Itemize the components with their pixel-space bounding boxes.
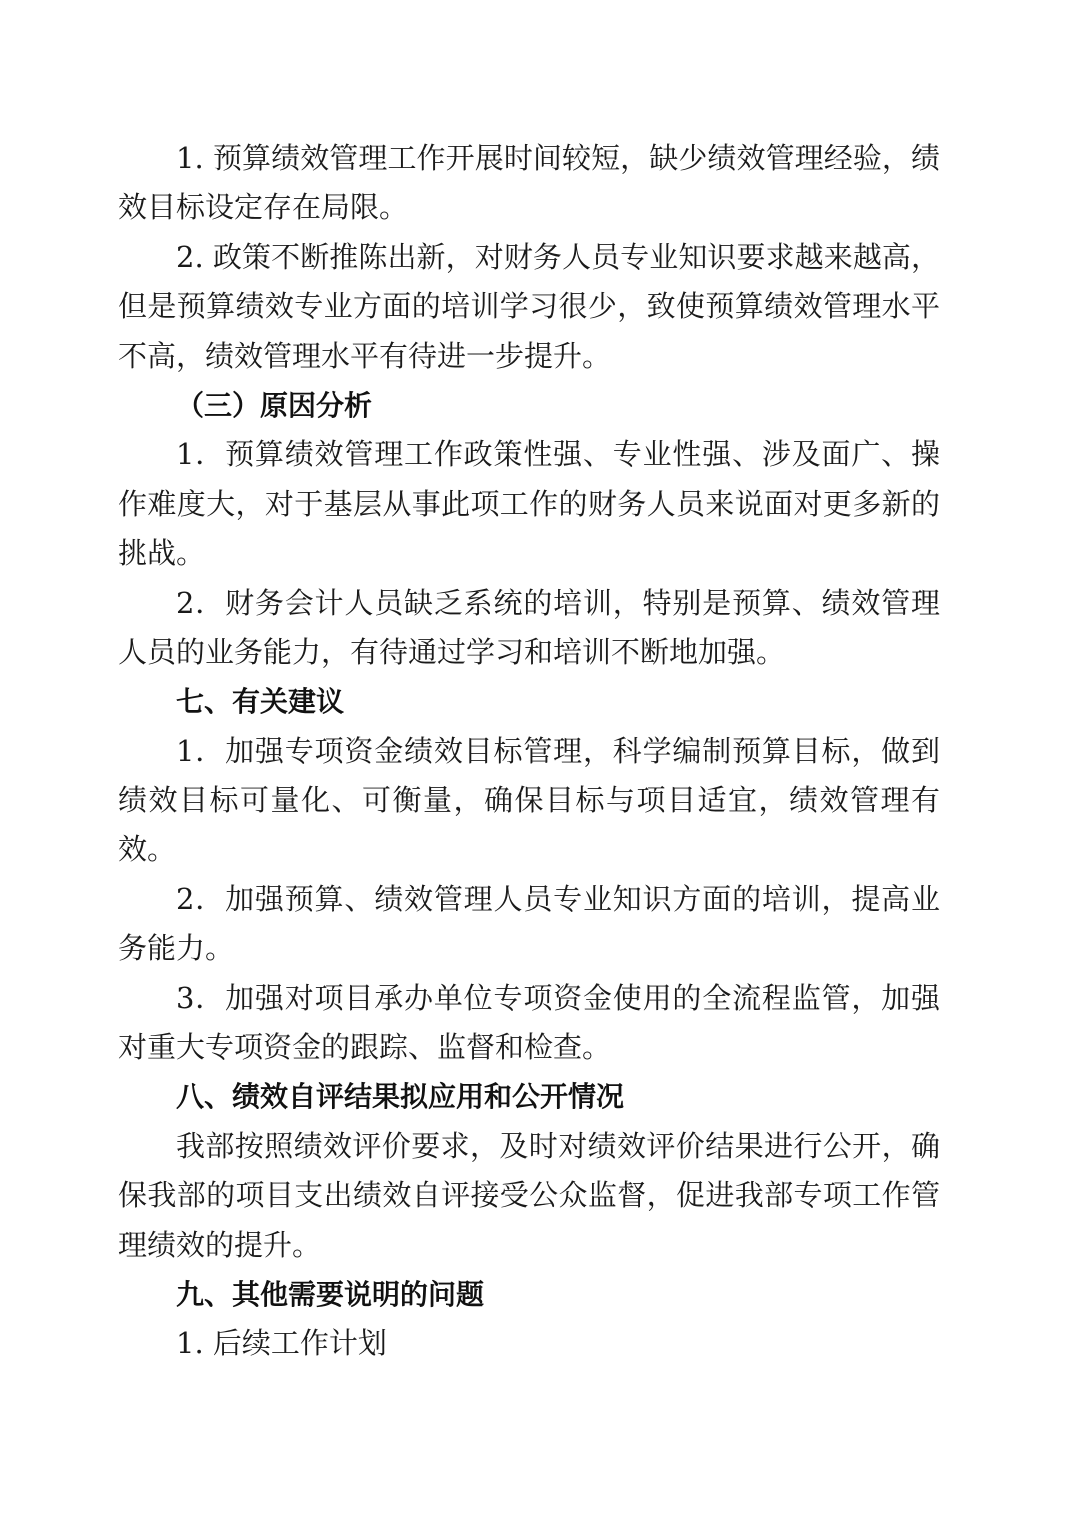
- section-heading: 七、有关建议: [176, 685, 345, 719]
- paragraph-line: 3．加强对项目承办单位专项资金使用的全流程监管，加强: [176, 980, 940, 1015]
- paragraph-line: 2．加强预算、绩效管理人员专业知识方面的培训，提高业: [176, 881, 940, 916]
- document-body: [118, 134, 940, 1369]
- paragraph-line: 作难度大，对于基层从事此项工作的财务人员来说面对更多新的: [118, 486, 940, 521]
- paragraph-line: 我部按照绩效评价要求，及时对绩效评价结果进行公开，确: [176, 1128, 940, 1163]
- paragraph-line: 务能力。: [118, 931, 235, 966]
- paragraph-line: 1. 预算绩效管理工作开展时间较短，缺少绩效管理经验，绩: [176, 141, 940, 175]
- section-heading: 八、绩效自评结果拟应用和公开情况: [176, 1080, 625, 1114]
- paragraph-line: 但是预算绩效专业方面的培训学习很少，致使预算绩效管理水平: [118, 289, 940, 324]
- paragraph-line: 理绩效的提升。: [118, 1227, 322, 1262]
- paragraph-line: 对重大专项资金的跟踪、监督和检查。: [118, 1030, 612, 1065]
- paragraph-line: 挑战。: [118, 536, 206, 571]
- section-heading: （三）原因分析: [176, 388, 373, 422]
- paragraph-line: 2．财务会计人员缺乏系统的培训，特别是预算、绩效管理: [176, 585, 940, 620]
- section-heading: 九、其他需要说明的问题: [176, 1277, 485, 1311]
- paragraph-line: 1. 后续工作计划: [176, 1326, 387, 1361]
- paragraph-line: 不高，绩效管理水平有待进一步提升。: [118, 338, 612, 373]
- paragraph-line: 保我部的项目支出绩效自评接受公众监督，促进我部专项工作管: [118, 1178, 940, 1213]
- paragraph-line: 绩效目标可量化、可衡量，确保目标与项目适宜，绩效管理有: [118, 783, 940, 818]
- paragraph-line: 人员的业务能力，有待通过学习和培训不断地加强。: [118, 634, 786, 669]
- paragraph-line: 效目标设定存在局限。: [118, 190, 409, 225]
- paragraph-line: 1．预算绩效管理工作政策性强、专业性强、涉及面广、操: [176, 437, 940, 472]
- paragraph-line: 2. 政策不断推陈出新，对财务人员专业知识要求越来越高，: [176, 239, 940, 274]
- paragraph-line: 1．加强专项资金绩效目标管理，科学编制预算目标，做到: [176, 733, 940, 768]
- paragraph-line: 效。: [118, 832, 177, 867]
